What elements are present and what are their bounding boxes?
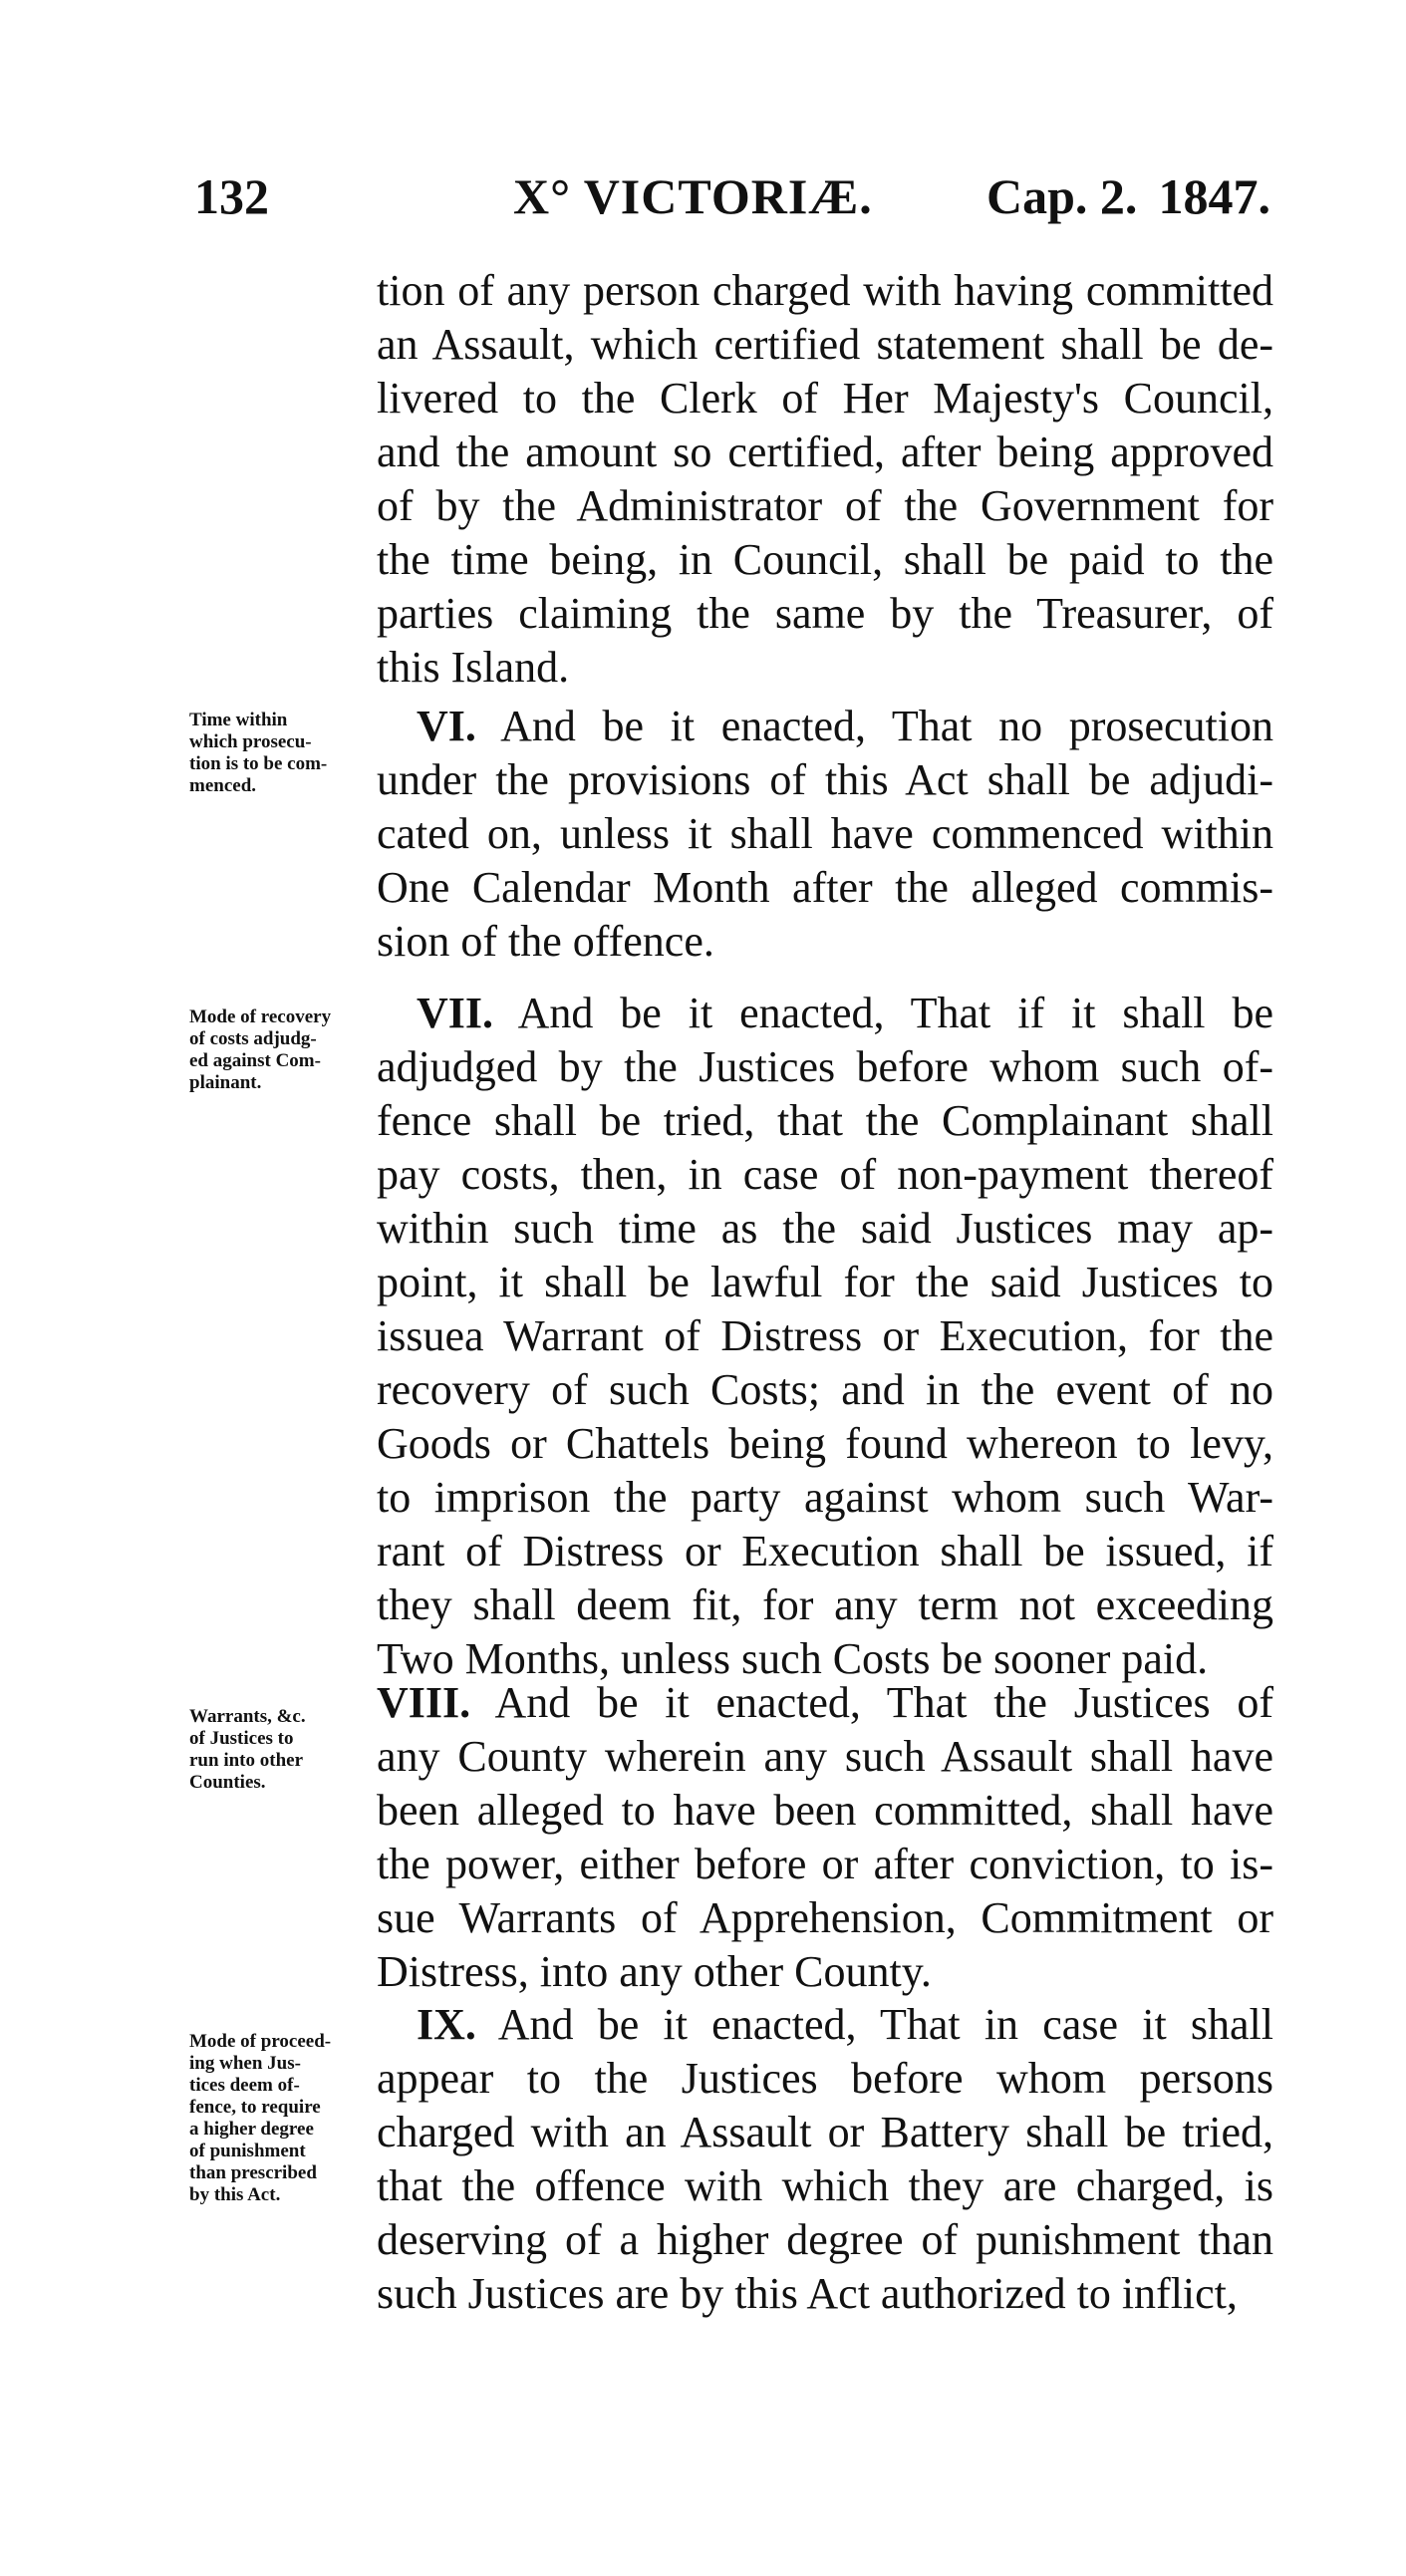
margin-note-line: Mode of proceed- xyxy=(189,2031,332,2052)
margin-note-line: of Justices to xyxy=(189,1728,294,1749)
margin-note-line: fence, to require xyxy=(189,2097,321,2118)
text-line: this Island. xyxy=(377,643,570,692)
text-line: rant of Distress or Execution shall be issued, if xyxy=(377,1527,1273,1575)
text-line: fence shall be tried, that the Complainant shall xyxy=(377,1096,1273,1145)
margin-note-line: ed against Com- xyxy=(189,1050,321,1071)
margin-note-section-viii xyxy=(189,1706,389,1794)
text-line: and the amount so certified, after being approved xyxy=(377,428,1273,476)
section-number: IX. xyxy=(417,2000,476,2049)
running-header xyxy=(194,167,1270,237)
text-line: One Calendar Month after the alleged commis- xyxy=(377,863,1273,912)
margin-note-line: tion is to be com- xyxy=(189,753,328,774)
header-title: X° VICTORIÆ. xyxy=(513,168,873,224)
text-line: tion of any person charged with having committed xyxy=(377,266,1273,315)
margin-note-line: than prescribed xyxy=(189,2162,317,2183)
section-text: And be it enacted, That if it shall be xyxy=(517,989,1273,1037)
section-text: And be it enacted, That no prosecution xyxy=(500,702,1273,750)
text-line xyxy=(377,700,1273,753)
margin-note-section-vi xyxy=(189,710,389,797)
text-line: that the offence with which they are charged, is xyxy=(377,2161,1273,2210)
text-line: they shall deem fit, for any term not exceeding xyxy=(377,1580,1273,1629)
page-number: 132 xyxy=(194,168,269,224)
margin-note-line: menced. xyxy=(189,775,257,796)
margin-note-line: Mode of recovery xyxy=(189,1006,332,1027)
text-line: the power, either before or after conviction, to is- xyxy=(377,1840,1273,1888)
text-line: any County wherein any such Assault shall have xyxy=(377,1732,1273,1781)
text-line: cated on, unless it shall have commenced within xyxy=(377,809,1273,858)
text-line: been alleged to have been committed, shall have xyxy=(377,1786,1273,1835)
text-line: charged with an Assault or Battery shall be tried, xyxy=(377,2108,1273,2156)
chapter-label: Cap. 2. xyxy=(986,168,1138,224)
margin-note-line: ing when Jus- xyxy=(189,2053,301,2074)
text-line: deserving of a higher degree of punishment than xyxy=(377,2215,1273,2264)
margin-note-section-ix xyxy=(189,2031,389,2206)
text-line xyxy=(377,987,1273,1040)
text-line: adjudged by the Justices before whom such of- xyxy=(377,1042,1273,1091)
text-line: livered to the Clerk of Her Majesty's Council, xyxy=(377,374,1273,423)
text-line: under the provisions of this Act shall be adjudi- xyxy=(377,755,1273,804)
text-line: of by the Administrator of the Government for xyxy=(377,481,1273,530)
text-line: Two Months, unless such Costs be sooner paid. xyxy=(377,1634,1209,1683)
section-text: And be it enacted, That the Justices of xyxy=(494,1678,1273,1727)
text-line: appear to the Justices before whom persons xyxy=(377,2054,1273,2103)
section-number: VI. xyxy=(417,702,476,750)
text-line: point, it shall be lawful for the said Justices to xyxy=(377,1258,1273,1306)
text-line: the time being, in Council, shall be paid to the xyxy=(377,535,1273,584)
margin-note-line: Warrants, &c. xyxy=(189,1706,306,1727)
section-number: VII. xyxy=(417,989,494,1037)
text-line: Distress, into any other County. xyxy=(377,1947,932,1996)
margin-note-section-vii xyxy=(189,1006,389,1094)
text-line xyxy=(377,1676,1273,1730)
continuation-paragraph xyxy=(377,264,1273,695)
section-viii xyxy=(377,1676,1273,1999)
text-line: parties claiming the same by the Treasurer, of xyxy=(377,589,1273,638)
text-line: sion of the offence. xyxy=(377,917,714,966)
margin-note-line: of costs adjudg- xyxy=(189,1028,317,1049)
section-text: And be it enacted, That in case it shall xyxy=(497,2000,1273,2049)
text-line: such Justices are by this Act authorized to inflict, xyxy=(377,2269,1238,2318)
section-ix xyxy=(377,1998,1273,2321)
margin-note-line: run into other xyxy=(189,1750,303,1771)
margin-note-line: Counties. xyxy=(189,1772,266,1793)
text-line: sue Warrants of Apprehension, Commitment or xyxy=(377,1893,1273,1942)
margin-note-line: a higher degree xyxy=(189,2119,314,2140)
margin-note-line: which prosecu- xyxy=(189,731,312,752)
section-vi xyxy=(377,700,1273,969)
text-line: an Assault, which certified statement shall be de- xyxy=(377,320,1273,369)
text-line: to imprison the party against whom such War- xyxy=(377,1473,1273,1522)
header-year: 1847. xyxy=(1158,168,1270,224)
section-vii xyxy=(377,987,1273,1686)
margin-note-line: of punishment xyxy=(189,2141,306,2161)
margin-note-line: plainant. xyxy=(189,1072,262,1093)
text-line: within such time as the said Justices may ap- xyxy=(377,1204,1273,1253)
text-line xyxy=(377,1998,1273,2052)
text-line: issuea Warrant of Distress or Execution, for the xyxy=(377,1311,1273,1360)
text-line: pay costs, then, in case of non-payment thereof xyxy=(377,1150,1273,1199)
text-line: Goods or Chattels being found whereon to levy, xyxy=(377,1419,1273,1468)
margin-note-line: tices deem of- xyxy=(189,2075,300,2096)
margin-note-line: Time within xyxy=(189,710,288,730)
section-number: VIII. xyxy=(377,1678,471,1727)
text-line: recovery of such Costs; and in the event of no xyxy=(377,1365,1273,1414)
margin-note-line: by this Act. xyxy=(189,2184,281,2205)
